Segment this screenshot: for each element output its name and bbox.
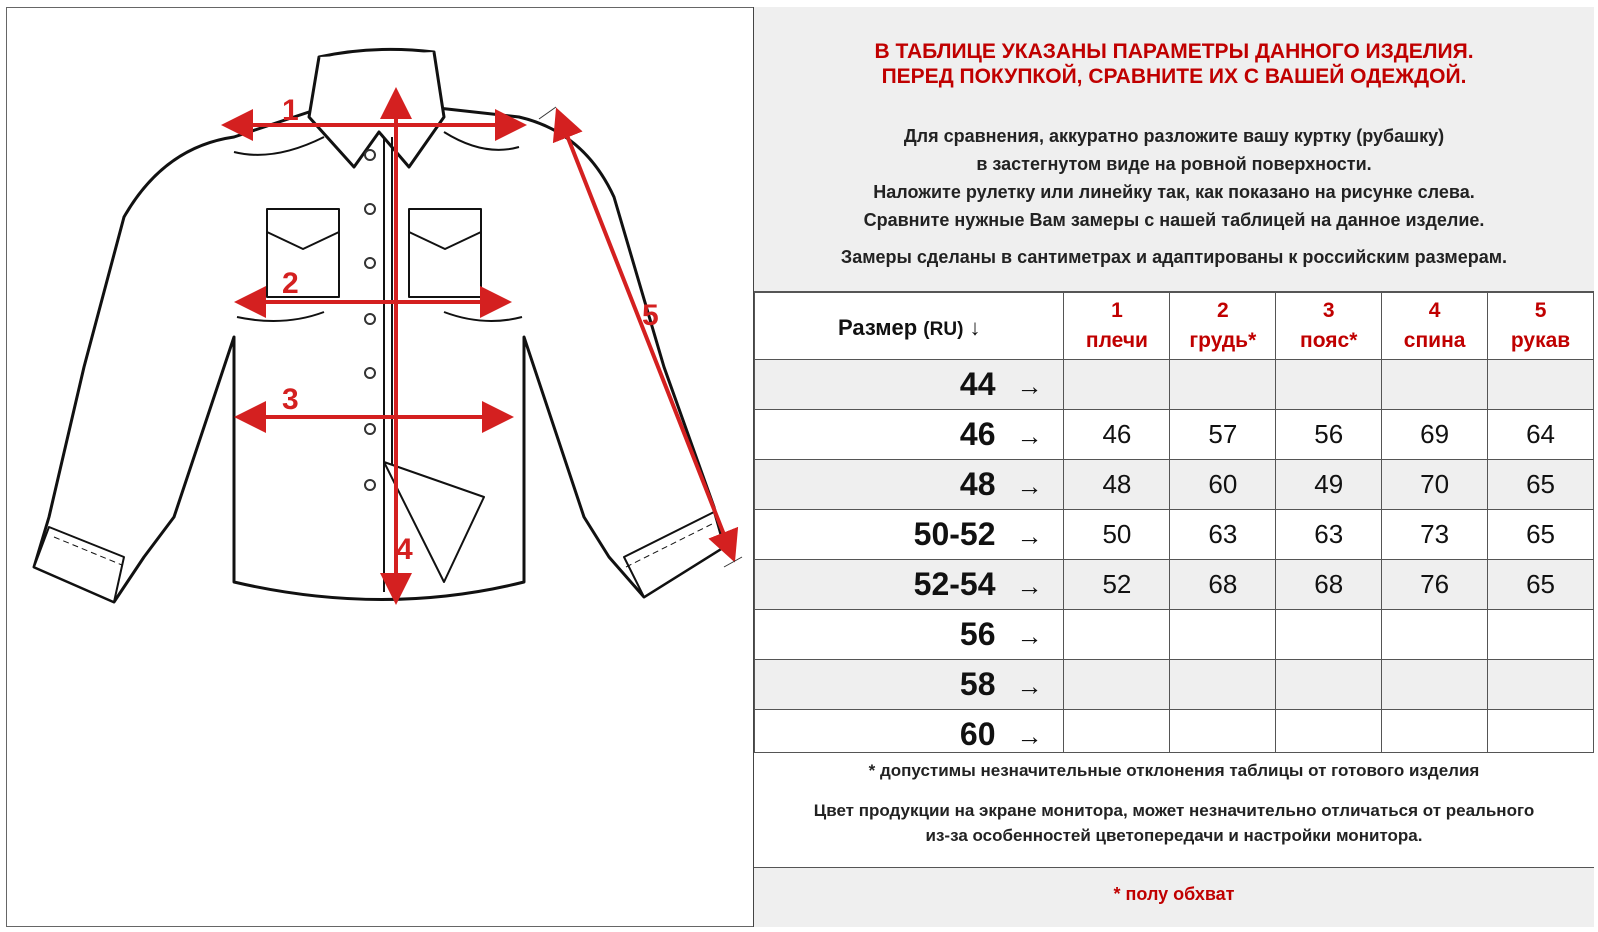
- value-cell: 50: [1064, 510, 1170, 560]
- table-row: [755, 460, 1594, 510]
- right-arrow-icon: →: [1016, 721, 1043, 751]
- value-cell: 52: [1064, 560, 1170, 610]
- shirt-measurement-diagram: [24, 37, 744, 637]
- size-cell: [755, 610, 1064, 660]
- value-cell: [1064, 360, 1170, 410]
- headline-line-2: ПЕРЕД ПОКУПКОЙ, СРАВНИТЕ ИХ С ВАШЕЙ ОДЕЖДОЙ.: [881, 65, 1467, 88]
- right-arrow-icon: →: [1016, 571, 1043, 601]
- label-2: 2: [282, 267, 299, 300]
- color-note-line-2: из-за особенностей цветопередачи и настройки монитора.: [925, 826, 1423, 845]
- column-number: 1: [1111, 299, 1123, 322]
- size-cell: [755, 460, 1064, 510]
- size-cell: [755, 560, 1064, 610]
- value-cell: [1064, 660, 1170, 710]
- column-header-sleeve: [1488, 293, 1594, 360]
- value-cell: [1276, 660, 1382, 710]
- value-cell: 63: [1276, 510, 1382, 560]
- down-arrow-icon: ↓: [969, 315, 981, 340]
- column-number: 2: [1216, 299, 1229, 322]
- table-row: [755, 660, 1594, 710]
- instructions: [754, 122, 1594, 234]
- size-table: [754, 292, 1594, 760]
- size-chart-panel: [754, 7, 1594, 927]
- right-arrow-icon: →: [1016, 421, 1043, 451]
- value-cell: [1170, 660, 1276, 710]
- value-cell: [1382, 610, 1488, 660]
- headline-line-1: В ТАБЛИЦЕ УКАЗАНЫ ПАРАМЕТРЫ ДАННОГО ИЗДЕЛИЯ.: [874, 40, 1474, 63]
- size-value: 56: [959, 616, 996, 652]
- shirt-outline: [34, 49, 724, 602]
- value-cell: [1276, 360, 1382, 410]
- instruction-line: Наложите рулетку или линейку так, как показано на рисунке слева.: [873, 182, 1475, 202]
- value-cell: 73: [1382, 510, 1488, 560]
- size-cell: [755, 660, 1064, 710]
- column-label: пояс*: [1300, 329, 1358, 352]
- value-cell: [1382, 660, 1488, 710]
- value-cell: [1064, 610, 1170, 660]
- size-column-header: [755, 293, 1064, 360]
- label-4: 4: [396, 533, 413, 566]
- size-header-label: Размер: [837, 315, 918, 340]
- value-cell: 56: [1276, 410, 1382, 460]
- size-value: 46: [959, 416, 996, 452]
- table-row: [755, 560, 1594, 610]
- column-label: грудь*: [1189, 329, 1257, 352]
- info-header: [754, 7, 1594, 292]
- size-cell: [755, 360, 1064, 410]
- table-row: [755, 360, 1594, 410]
- value-cell: 48: [1064, 460, 1170, 510]
- size-header-ru: (RU): [923, 319, 964, 340]
- footer-bar: [754, 867, 1594, 927]
- value-cell: [1488, 360, 1594, 410]
- right-arrow-icon: →: [1016, 621, 1043, 651]
- instruction-line: Сравните нужные Вам замеры с нашей таблицей на данное изделие.: [863, 210, 1485, 230]
- value-cell: [1382, 360, 1488, 410]
- value-cell: 49: [1276, 460, 1382, 510]
- column-number: 4: [1428, 299, 1441, 322]
- column-label: спина: [1403, 329, 1466, 352]
- value-cell: 70: [1382, 460, 1488, 510]
- value-cell: 64: [1488, 410, 1594, 460]
- right-arrow-icon: →: [1016, 471, 1043, 501]
- size-value: 50-52: [913, 516, 996, 552]
- column-header-chest: [1170, 293, 1276, 360]
- color-note-line-1: Цвет продукции на экране монитора, может незначительно отличаться от реального: [813, 801, 1535, 820]
- measurement-diagram-panel: [6, 7, 754, 927]
- notes-block: [754, 752, 1594, 867]
- label-5: 5: [642, 299, 659, 332]
- size-cell: [755, 510, 1064, 560]
- half-girth-note: * полу обхват: [1113, 884, 1235, 904]
- units-note: Замеры сделаны в сантиметрах и адаптированы к российским размерам.: [840, 247, 1508, 267]
- column-header-waist: [1276, 293, 1382, 360]
- size-value: 58: [959, 666, 996, 702]
- size-value: 52-54: [913, 566, 996, 602]
- label-3: 3: [282, 383, 299, 416]
- table-row: [755, 610, 1594, 660]
- value-cell: 68: [1276, 560, 1382, 610]
- value-cell: [1488, 660, 1594, 710]
- value-cell: 57: [1170, 410, 1276, 460]
- right-arrow-icon: →: [1016, 371, 1043, 401]
- instruction-line: Для сравнения, аккуратно разложите вашу куртку (рубашку): [903, 126, 1445, 146]
- value-cell: 76: [1382, 560, 1488, 610]
- value-cell: [1488, 610, 1594, 660]
- instruction-line: в застегнутом виде на ровной поверхности.: [976, 154, 1372, 174]
- table-row: [755, 410, 1594, 460]
- value-cell: [1170, 610, 1276, 660]
- tolerance-note: * допустимы незначительные отклонения таблицы от готового изделия: [868, 761, 1480, 780]
- table-header-row: [755, 293, 1594, 360]
- value-cell: 68: [1170, 560, 1276, 610]
- value-cell: 63: [1170, 510, 1276, 560]
- column-number: 3: [1322, 299, 1335, 322]
- value-cell: 65: [1488, 560, 1594, 610]
- table-row: [755, 510, 1594, 560]
- column-number: 5: [1534, 299, 1547, 322]
- value-cell: 69: [1382, 410, 1488, 460]
- size-cell: [755, 410, 1064, 460]
- color-note: [754, 798, 1594, 848]
- column-label: рукав: [1510, 329, 1571, 352]
- size-value: 44: [959, 366, 996, 402]
- value-cell: 65: [1488, 510, 1594, 560]
- size-value: 48: [959, 466, 996, 502]
- right-arrow-icon: →: [1016, 671, 1043, 701]
- value-cell: 60: [1170, 460, 1276, 510]
- value-cell: 65: [1488, 460, 1594, 510]
- column-header-shoulders: [1064, 293, 1170, 360]
- value-cell: [1170, 360, 1276, 410]
- column-header-back: [1382, 293, 1488, 360]
- right-arrow-icon: →: [1016, 521, 1043, 551]
- size-value: 60: [959, 716, 996, 752]
- value-cell: [1276, 610, 1382, 660]
- headline: [754, 39, 1594, 89]
- label-1: 1: [282, 94, 299, 127]
- value-cell: 46: [1064, 410, 1170, 460]
- column-label: плечи: [1085, 329, 1148, 352]
